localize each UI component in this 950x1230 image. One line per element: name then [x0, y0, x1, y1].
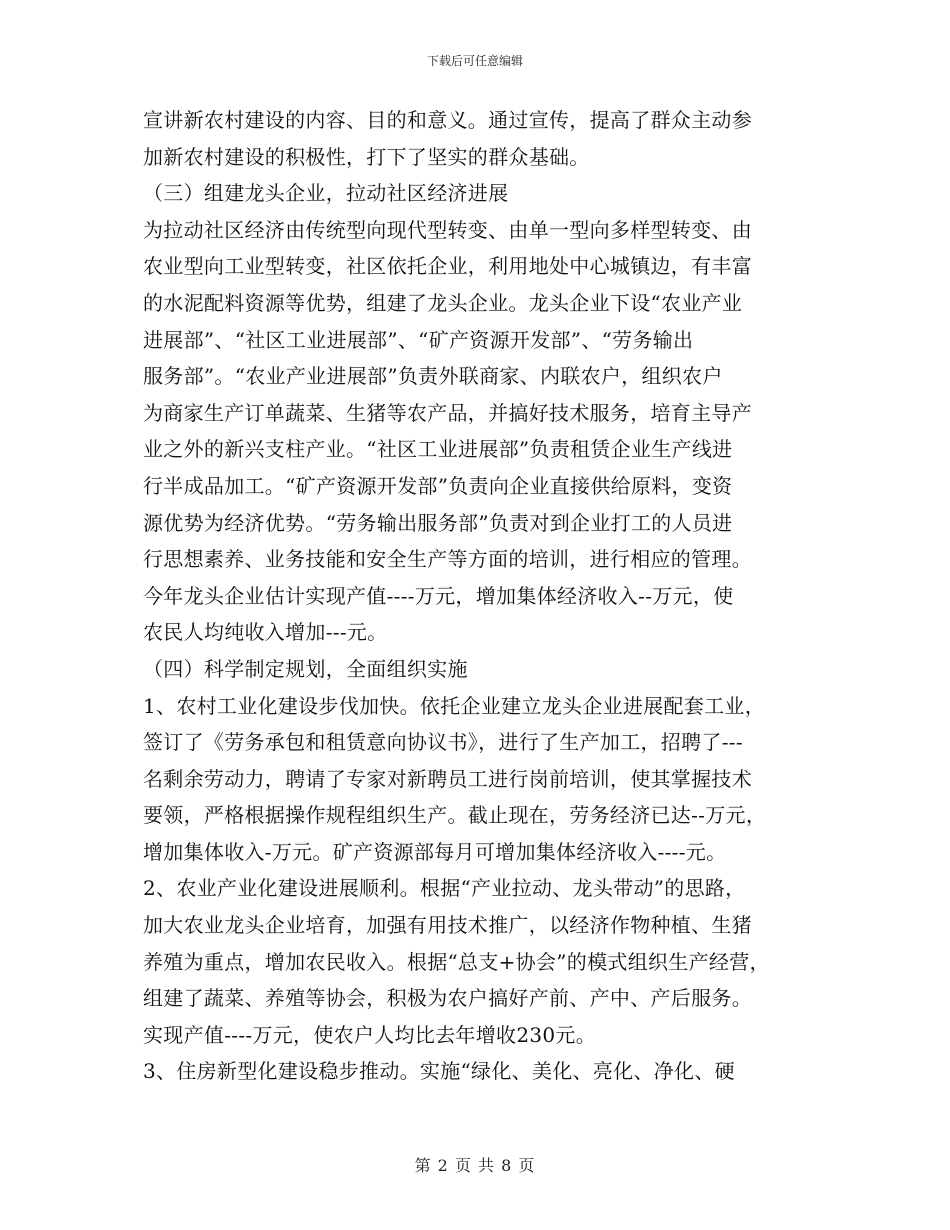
- text-line: 加大农业龙头企业培育，加强有用技术推广，以经济作物种植、生猪: [143, 913, 752, 938]
- text-line: 农业型向工业型转变，社区依托企业，利用地处中心城镇边，有丰富: [143, 254, 752, 279]
- text-line: 名剩余劳动力，聘请了专家对新聘员工进行岗前培训，使其掌握技术: [143, 766, 752, 791]
- page-footer: 第 2 页 共 8 页: [414, 1156, 536, 1175]
- text-line: 宣讲新农村建设的内容、目的和意义。通过宣传，提高了群众主动参: [143, 108, 752, 132]
- text-line: 要领，严格根据操作规程组织生产。截止现在，劳务经济已达--万元，: [143, 803, 767, 828]
- text-line: 服务部”。“农业产业进展部”负责外联商家、内联农户，组织农户: [143, 364, 723, 389]
- text-line: 行思想素养、业务技能和安全生产等方面的培训，进行相应的管理。: [143, 547, 752, 572]
- text-line: 养殖为重点，增加农民收入。根据“总支+协会”的模式组织生产经营，: [143, 949, 770, 974]
- text-line: 的水泥配料资源等优势，组建了龙头企业。龙头企业下设“农业产业: [143, 290, 743, 315]
- text-line: 2、农业产业化建设进展顺利。根据“产业拉动、龙头带动”的思路，: [143, 876, 746, 901]
- text-line: 组建了蔬菜、养殖等协会，积极为农户搞好产前、产中、产后服务。: [143, 986, 752, 1011]
- text-line: 源优势为经济优势。“劳务输出服务部”负责对到企业打工的人员进: [143, 510, 733, 535]
- text-line: 农民人均纯收入增加---元。: [143, 620, 388, 645]
- text-line: （四）科学制定规划，全面组织实施: [143, 656, 468, 681]
- text-line: 业之外的新兴支柱产业。“社区工业进展部”负责租赁企业生产线进: [143, 437, 733, 462]
- text-line: 1、农村工业化建设步伐加快。依托企业建立龙头企业进展配套工业，: [143, 693, 766, 718]
- text-line: 实现产值----万元，使农户人均比去年增收230元。: [143, 1022, 597, 1047]
- text-line: 进展部”、“社区工业进展部”、“矿产资源开发部”、“劳务输出: [143, 327, 694, 352]
- text-line: 今年龙头企业估计实现产值----万元，增加集体经济收入--万元，使: [143, 583, 734, 608]
- text-line: 3、住房新型化建设稳步推动。实施“绿化、美化、亮化、净化、硬: [143, 1059, 735, 1084]
- text-line: （三）组建龙头企业，拉动社区经济进展: [143, 181, 509, 206]
- text-line: 为拉动社区经济由传统型向现代型转变、由单一型向多样型转变、由: [143, 217, 752, 242]
- document-body: [143, 102, 823, 1090]
- text-line: 行半成品加工。“矿产资源开发部”负责向企业直接供给原料，变资: [143, 473, 733, 498]
- text-line: 增加集体收入-万元。矿产资源部每月可增加集体经济收入----元。: [143, 839, 727, 864]
- page-header: 下载后可任意编辑: [426, 54, 523, 68]
- text-line: 加新农村建设的积极性，打下了坚实的群众基础。: [143, 144, 590, 169]
- text-line: 签订了《劳务承包和租赁意向协议书》，进行了生产加工，招聘了---: [143, 730, 743, 755]
- text-line: 为商家生产订单蔬菜、生猪等农产品，并搞好技术服务，培育主导产: [143, 400, 752, 425]
